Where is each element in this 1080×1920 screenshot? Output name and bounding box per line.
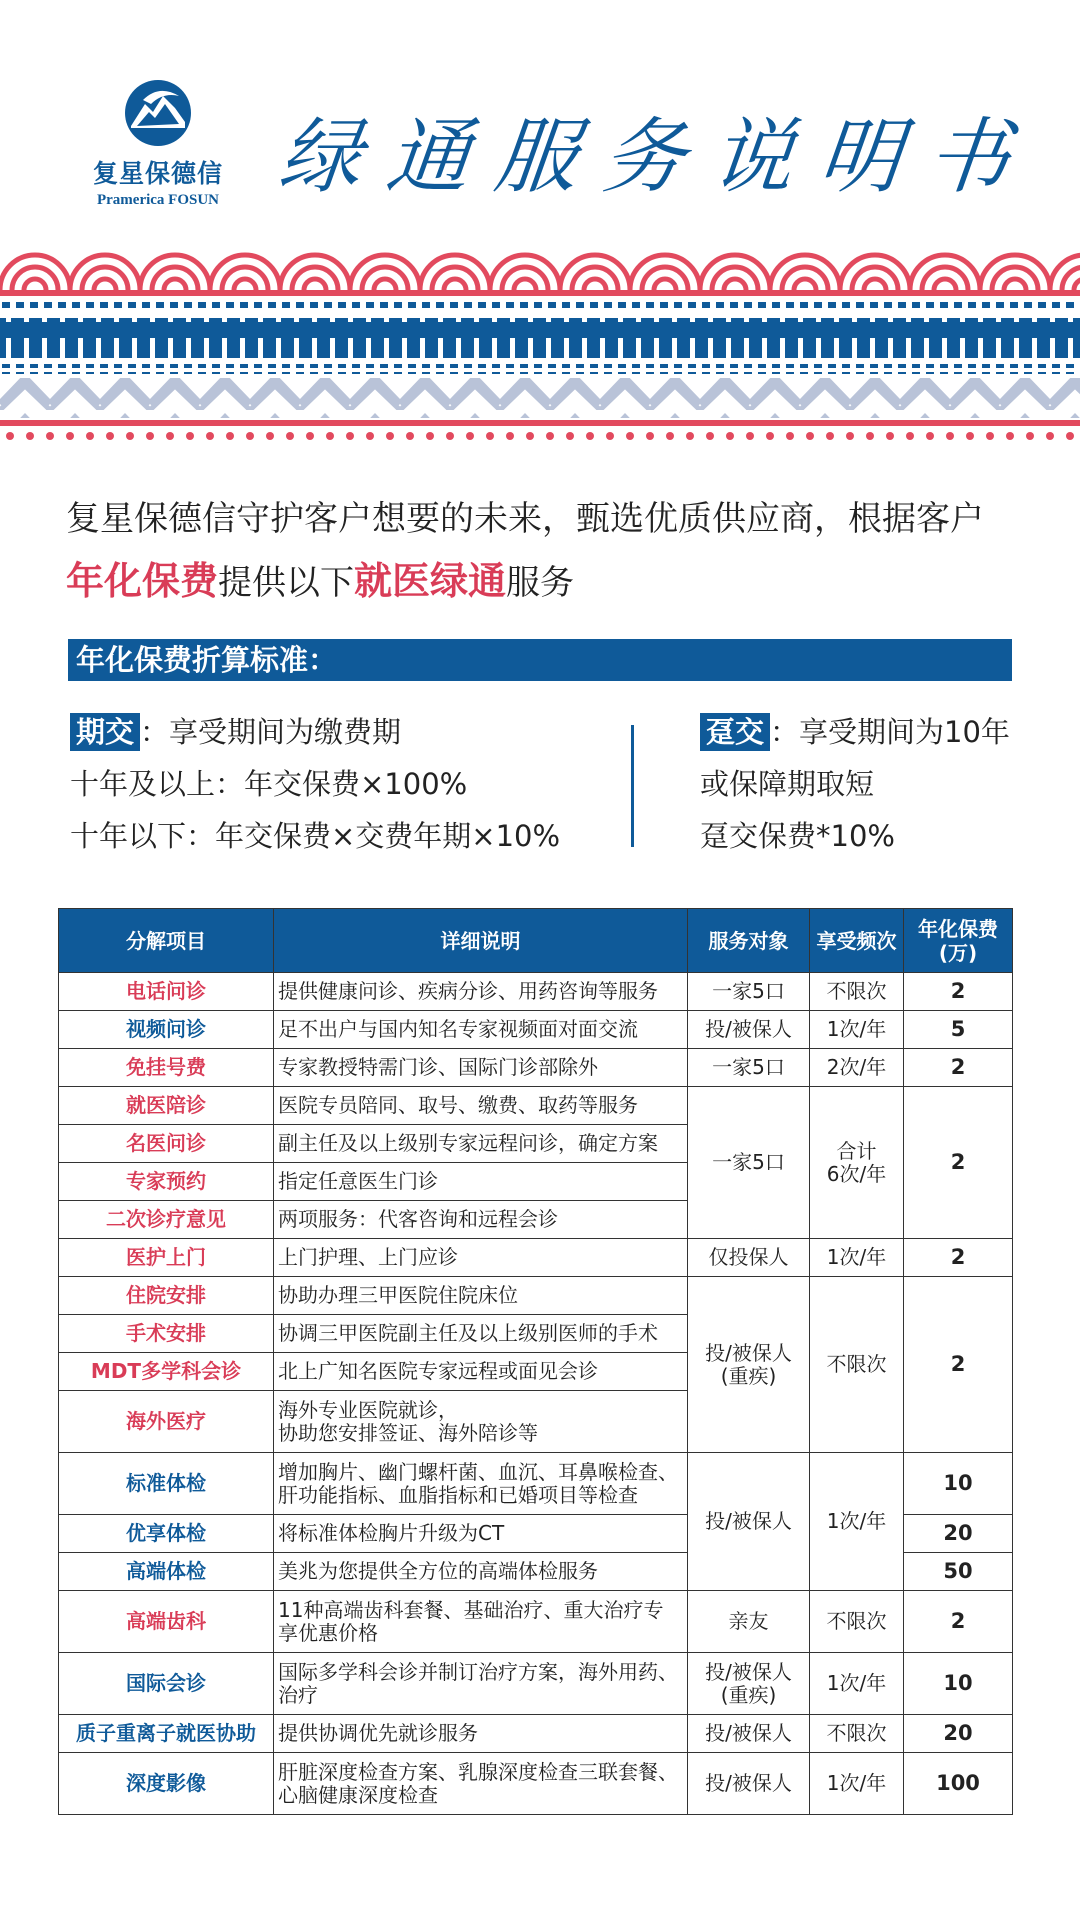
- row-fee: 5: [904, 1011, 1013, 1049]
- group-target-line-1: 投/被保人: [705, 1340, 792, 1365]
- row-fee: 2: [904, 1239, 1013, 1277]
- single-line-2: 或保障期取短: [700, 767, 875, 801]
- row-freq: 1次/年: [810, 1011, 904, 1049]
- header-description: 详细说明: [274, 909, 688, 973]
- row-item: 医护上门: [59, 1239, 274, 1277]
- row-item: 电话问诊: [59, 973, 274, 1011]
- row-target: 一家5口: [688, 1049, 810, 1087]
- row-desc: 副主任及以上级别专家远程问诊，确定方案: [274, 1125, 688, 1163]
- row-item: 海外医疗: [59, 1391, 274, 1453]
- row-desc: 提供健康问诊、疾病分诊、用药咨询等服务: [274, 973, 688, 1011]
- row-target: 投/被保人: [688, 1753, 810, 1815]
- row-target: 一家5口: [688, 973, 810, 1011]
- table-row: [59, 1049, 1013, 1087]
- row-target-line-1: 投/被保人: [705, 1659, 792, 1684]
- installment-period-text: ：享受期间为缴费期: [140, 715, 402, 749]
- eagle-emblem-icon: [123, 78, 193, 148]
- row-item: 住院安排: [59, 1277, 274, 1315]
- row-item: 高端体检: [59, 1553, 274, 1591]
- table-row: [59, 1453, 1013, 1515]
- row-item: 免挂号费: [59, 1049, 274, 1087]
- table-row: [59, 1591, 1013, 1653]
- row-fee: 2: [904, 1049, 1013, 1087]
- row-fee: 10: [904, 1453, 1013, 1515]
- group-target: 投/被保人: [688, 1453, 810, 1591]
- row-freq: 不限次: [810, 1591, 904, 1653]
- row-desc-line-2: 享优惠价格: [278, 1620, 378, 1645]
- table-row: [59, 1087, 1013, 1125]
- row-item: 深度影像: [59, 1753, 274, 1815]
- row-desc-line-1: 增加胸片、幽门螺杆菌、血沉、耳鼻喉检查、: [278, 1459, 678, 1484]
- row-fee: 10: [904, 1653, 1013, 1715]
- brand-logo: [88, 78, 228, 209]
- row-item: 专家预约: [59, 1163, 274, 1201]
- group-freq: [810, 1087, 904, 1239]
- header-frequency: 享受频次: [810, 909, 904, 973]
- row-item: 标准体检: [59, 1453, 274, 1515]
- row-desc: 提供协调优先就诊服务: [274, 1715, 688, 1753]
- intro-line-2: [66, 550, 1026, 614]
- single-line-1: [700, 706, 1010, 758]
- row-desc: [274, 1453, 688, 1515]
- row-freq: 1次/年: [810, 1239, 904, 1277]
- row-item: 手术安排: [59, 1315, 274, 1353]
- row-target-line-2: (重疾): [720, 1682, 777, 1707]
- row-desc-line-1: 11种高端齿科套餐、基础治疗、重大治疗专: [278, 1597, 664, 1622]
- table-row: [59, 1753, 1013, 1815]
- row-fee: 20: [904, 1715, 1013, 1753]
- row-desc-line-2: 协助您安排签证、海外陪诊等: [278, 1420, 538, 1445]
- group-freq-line-1: 合计: [836, 1138, 877, 1163]
- row-fee: 20: [904, 1515, 1013, 1553]
- installment-line-3: 十年以下：年交保费×交费年期×10%: [70, 819, 561, 853]
- row-desc-line-2: 治疗: [278, 1682, 318, 1707]
- group-freq: 不限次: [810, 1277, 904, 1453]
- standards-divider: [631, 725, 634, 847]
- row-item: MDT多学科会诊: [59, 1353, 274, 1391]
- group-fee: 2: [904, 1277, 1013, 1453]
- row-desc: [274, 1653, 688, 1715]
- row-desc-line-1: 海外专业医院就诊，: [278, 1397, 458, 1422]
- row-fee: 2: [904, 1591, 1013, 1653]
- header-item: 分解项目: [59, 909, 274, 973]
- installment-line-1: [70, 706, 560, 758]
- logo-english-name: Pramerica FOSUN: [96, 192, 220, 208]
- intro-highlight-green-channel: 就医绿通: [354, 559, 507, 603]
- row-target: [688, 1653, 810, 1715]
- row-fee: 2: [904, 973, 1013, 1011]
- group-target-line-2: (重疾): [720, 1363, 777, 1388]
- row-target: 亲友: [688, 1591, 810, 1653]
- row-freq: 1次/年: [810, 1753, 904, 1815]
- row-target: 仅投保人: [688, 1239, 810, 1277]
- page-title: 绿通服务说明书: [274, 110, 1041, 205]
- group-fee: 2: [904, 1087, 1013, 1239]
- installment-line-2: 十年及以上：年交保费×100%: [70, 767, 468, 801]
- row-desc: 北上广知名医院专家远程或面见会诊: [274, 1353, 688, 1391]
- row-freq: 2次/年: [810, 1049, 904, 1087]
- row-item: 国际会诊: [59, 1653, 274, 1715]
- row-fee: 50: [904, 1553, 1013, 1591]
- header-annual-premium: [904, 909, 1013, 973]
- group-target: 一家5口: [688, 1087, 810, 1239]
- row-desc-line-1: 肝脏深度检查方案、乳腺深度检查三联套餐、: [278, 1759, 678, 1784]
- row-freq: 1次/年: [810, 1653, 904, 1715]
- row-desc: 医院专员陪同、取号、缴费、取药等服务: [274, 1087, 688, 1125]
- row-item: 名医问诊: [59, 1125, 274, 1163]
- row-desc: 将标准体检胸片升级为CT: [274, 1515, 688, 1553]
- intro-line-1: 复星保德信守护客户想要的未来，甄选优质供应商，根据客户: [66, 499, 984, 539]
- row-desc: 协助办理三甲医院住院床位: [274, 1277, 688, 1315]
- header-premium-label: 年化保费: [918, 916, 998, 941]
- single-period-text: ：享受期间为10年: [770, 715, 1010, 749]
- row-item: 二次诊疗意见: [59, 1201, 274, 1239]
- row-desc: 美兆为您提供全方位的高端体检服务: [274, 1553, 688, 1591]
- header: [0, 0, 1080, 240]
- standard-installment: [70, 706, 560, 862]
- row-freq: 不限次: [810, 1715, 904, 1753]
- row-desc: 专家教授特需门诊、国际门诊部除外: [274, 1049, 688, 1087]
- row-desc: 足不出户与国内知名专家视频面对面交流: [274, 1011, 688, 1049]
- intro-highlight-annual-premium: 年化保费: [66, 559, 219, 603]
- row-desc: 指定任意医生门诊: [274, 1163, 688, 1201]
- row-item: 高端齿科: [59, 1591, 274, 1653]
- group-freq-line-2: 6次/年: [826, 1161, 887, 1186]
- single-line-3: 趸交保费*10%: [700, 819, 895, 853]
- row-desc: 上门护理、上门应诊: [274, 1239, 688, 1277]
- row-item: 质子重离子就医协助: [59, 1715, 274, 1753]
- intro-text: [66, 488, 1026, 614]
- decorative-folk-band: [0, 250, 1080, 450]
- row-desc: 协调三甲医院副主任及以上级别医师的手术: [274, 1315, 688, 1353]
- row-desc-line-1: 国际多学科会诊并制订治疗方案，海外用药、: [278, 1659, 678, 1684]
- table-row: [59, 1653, 1013, 1715]
- row-freq: 不限次: [810, 973, 904, 1011]
- group-freq: 1次/年: [810, 1453, 904, 1591]
- row-item: 就医陪诊: [59, 1087, 274, 1125]
- row-desc: [274, 1753, 688, 1815]
- header-premium-unit: (万): [938, 940, 978, 965]
- installment-tag: 期交: [70, 713, 140, 751]
- intro-end-text: 服务: [506, 563, 575, 603]
- service-table: [58, 908, 1013, 1815]
- row-target: 投/被保人: [688, 1715, 810, 1753]
- table-row: [59, 973, 1013, 1011]
- row-desc: [274, 1591, 688, 1653]
- single-payment-tag: 趸交: [700, 713, 770, 751]
- intro-mid-text: 提供以下: [218, 563, 355, 603]
- group-target: [688, 1277, 810, 1453]
- table-row: [59, 1277, 1013, 1315]
- row-item: 优享体检: [59, 1515, 274, 1553]
- row-item: 视频问诊: [59, 1011, 274, 1049]
- section-title-bar: 年化保费折算标准：: [68, 639, 1012, 681]
- table-row: [59, 1715, 1013, 1753]
- row-desc-line-2: 肝功能指标、血脂指标和已婚项目等检查: [278, 1482, 638, 1507]
- table-row: [59, 1239, 1013, 1277]
- row-desc: 两项服务：代客咨询和远程会诊: [274, 1201, 688, 1239]
- row-fee: 100: [904, 1753, 1013, 1815]
- standard-single-payment: [700, 706, 1010, 862]
- header-target: 服务对象: [688, 909, 810, 973]
- row-desc: [274, 1391, 688, 1453]
- logo-chinese-name: 复星保德信: [92, 159, 223, 188]
- row-target: 投/被保人: [688, 1011, 810, 1049]
- table-header-row: [59, 909, 1013, 973]
- row-desc-line-2: 心脑健康深度检查: [278, 1782, 438, 1807]
- table-row: [59, 1011, 1013, 1049]
